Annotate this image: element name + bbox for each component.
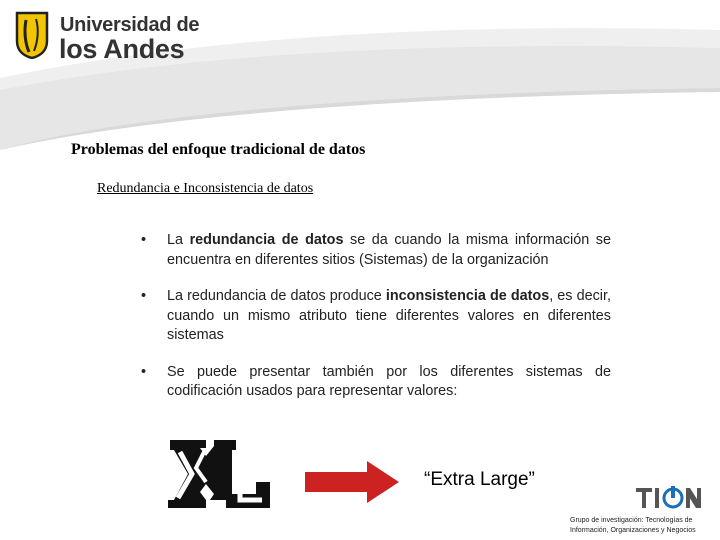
list-item <box>141 363 611 402</box>
bullet-text: La redundancia de datos produce <box>167 288 386 304</box>
xl-label-image <box>166 438 278 510</box>
bullet-list <box>141 231 611 402</box>
bullet-text: se da cuando la misma información se encuentra en diferentes sitios (Sistemas) de la organización <box>167 232 611 268</box>
bullet-text: La <box>167 232 190 248</box>
tion-logo <box>636 484 702 512</box>
bullet-marker: • <box>141 363 147 380</box>
caption-line1: Grupo de investigación: Tecnologías de <box>570 517 693 524</box>
bullet-text: Se puede presentar también por los diferentes sistemas de codificación usados para representar valores: <box>167 363 611 399</box>
logo-text-line1: Universidad de <box>60 14 200 36</box>
arrow-right-icon <box>305 461 399 503</box>
logo-text-line2: los Andes <box>59 34 185 64</box>
research-group-caption <box>570 516 696 536</box>
bullet-text: , es decir, cuando un mismo atributo tiene diferentes valores en diferentes sistemas <box>167 288 611 343</box>
slide-title: Problemas del enfoque tradicional de datos <box>71 141 366 158</box>
list-item <box>141 287 611 346</box>
bullet-emphasis: inconsistencia de datos <box>385 288 550 304</box>
bullet-marker: • <box>141 232 147 248</box>
list-item <box>141 231 611 270</box>
university-logo <box>14 11 200 64</box>
caption-line2: Información, Organizaciones y Negocios <box>570 527 696 534</box>
bullet-marker: • <box>141 288 147 304</box>
example-result: “Extra Large” <box>424 469 535 490</box>
bullet-emphasis: redundancia de datos <box>189 232 344 248</box>
logo-crest-icon <box>14 11 50 59</box>
slide-subtitle: Redundancia e Inconsistencia de datos <box>97 181 314 196</box>
